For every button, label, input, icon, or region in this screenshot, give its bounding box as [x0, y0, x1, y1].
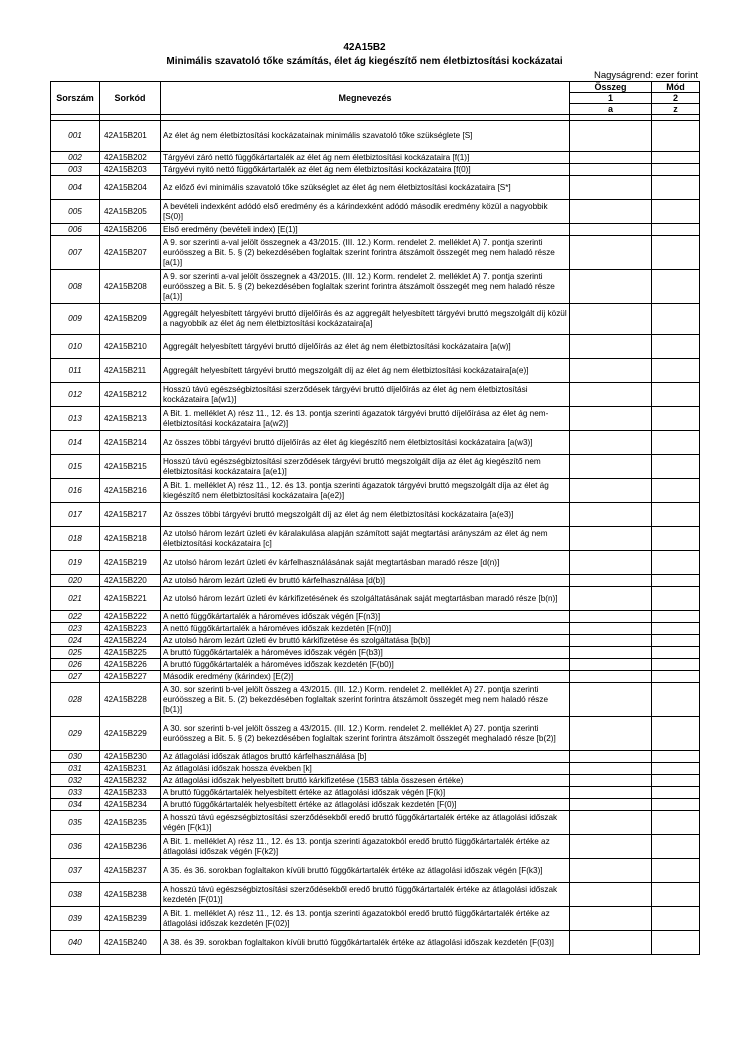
row-number: 010: [51, 335, 100, 359]
row-mode-cell[interactable]: [652, 751, 700, 763]
row-description: Az utolsó három lezárt üzleti év bruttó kárfelhasználása [d(b)]: [161, 575, 570, 587]
row-amount-cell[interactable]: [570, 683, 652, 717]
row-description: Aggregált helyesbített tárgyévi bruttó díjelőírás és az aggregált helyesbített tárgyévi bruttó megszolgált díj közül a nagyobbik az élet ág nem életbiztosítási kockázataira[a]: [161, 304, 570, 335]
row-amount-cell[interactable]: [570, 623, 652, 635]
row-amount-cell[interactable]: [570, 931, 652, 955]
row-number: 020: [51, 575, 100, 587]
row-mode-cell[interactable]: [652, 270, 700, 304]
row-amount-cell[interactable]: [570, 835, 652, 859]
row-code: 42A15B202: [100, 152, 161, 164]
row-description: Az előző évi minimális szavatoló tőke szükséglet az élet ág nem életbiztosítási kockázataira [S*]: [161, 176, 570, 200]
row-description: Az élet ág nem életbiztosítási kockázatainak minimális szavatoló tőke szükséglete [S]: [161, 121, 570, 152]
row-code: 42A15B210: [100, 335, 161, 359]
row-amount-cell[interactable]: [570, 587, 652, 611]
table-row: [51, 270, 700, 304]
row-code: 42A15B240: [100, 931, 161, 955]
row-mode-cell[interactable]: [652, 775, 700, 787]
row-description: A Bit. 1. melléklet A) rész 11., 12. és 13. pontja szerinti ágazatok tárgyévi bruttó megszolgált díja az élet ág kiegészítő nem életbiztosítási kockázataira [a(e2)]: [161, 479, 570, 503]
row-code: 42A15B235: [100, 811, 161, 835]
row-code: 42A15B233: [100, 787, 161, 799]
row-description: A 35. és 36. sorokban foglaltakon kívüli bruttó függőkártartalék értéke az átlagolási időszak végén [F(k3)]: [161, 859, 570, 883]
row-amount-cell[interactable]: [570, 121, 652, 152]
col-header-osszeg: Összeg: [570, 82, 652, 93]
row-code: 42A15B222: [100, 611, 161, 623]
row-mode-cell[interactable]: [652, 907, 700, 931]
col-letter-osszeg: a: [570, 104, 652, 115]
row-description: Aggregált helyesbített tárgyévi bruttó díjelőírás az élet ág nem életbiztosítási kockázataira [a(w)]: [161, 335, 570, 359]
row-number: 017: [51, 503, 100, 527]
row-number: 018: [51, 527, 100, 551]
row-number: 039: [51, 907, 100, 931]
table-row: [51, 236, 700, 270]
row-description: Az utolsó három lezárt üzleti év kárfelhasználásának saját megtartásban maradó része [d(n)]: [161, 551, 570, 575]
col-header-mod: Mód: [652, 82, 700, 93]
table-row: [51, 431, 700, 455]
row-description: Második eredmény (kárindex) [E(2)]: [161, 671, 570, 683]
row-amount-cell[interactable]: [570, 270, 652, 304]
row-number: 026: [51, 659, 100, 671]
row-number: 016: [51, 479, 100, 503]
table-row: [51, 647, 700, 659]
row-code: 42A15B204: [100, 176, 161, 200]
table-row: [51, 200, 700, 224]
row-code: 42A15B224: [100, 635, 161, 647]
row-amount-cell[interactable]: [570, 751, 652, 763]
row-number: 014: [51, 431, 100, 455]
row-code: 42A15B239: [100, 907, 161, 931]
row-code: 42A15B201: [100, 121, 161, 152]
row-description: A 30. sor szerinti b-vel jelölt összeg a 43/2015. (III. 12.) Korm. rendelet 2. melléklet A) 27. pontja szerinti euróösszeg a Bit. 5. (2) bekezdésében foglaltak szerint forintra átszámolt összegét meg nem haladó része [b(1)]: [161, 683, 570, 717]
row-number: 022: [51, 611, 100, 623]
row-description: Az utolsó három lezárt üzleti év bruttó kárkifizetése és szolgáltatása [b(b)]: [161, 635, 570, 647]
row-mode-cell[interactable]: [652, 176, 700, 200]
row-description: Az utolsó három lezárt üzleti év kárkifizetésének és szolgáltatásának saját megtartásban maradó része [b(n)]: [161, 587, 570, 611]
row-mode-cell[interactable]: [652, 683, 700, 717]
row-number: 028: [51, 683, 100, 717]
row-mode-cell[interactable]: [652, 503, 700, 527]
row-description: Tárgyévi nyitó nettó függőkártartalék az élet ág nem életbiztosítási kockázataira [f(0)]: [161, 164, 570, 176]
row-amount-cell[interactable]: [570, 811, 652, 835]
row-description: A hosszú távú egészségbiztosítási szerződésekből eredő bruttó függőkártartalék értéke az átlagolási időszak kezdetén [F(01)]: [161, 883, 570, 907]
row-mode-cell[interactable]: [652, 152, 700, 164]
row-mode-cell[interactable]: [652, 671, 700, 683]
row-mode-cell[interactable]: [652, 335, 700, 359]
row-amount-cell[interactable]: [570, 383, 652, 407]
row-number: 001: [51, 121, 100, 152]
row-code: 42A15B232: [100, 775, 161, 787]
row-mode-cell[interactable]: [652, 787, 700, 799]
row-code: 42A15B211: [100, 359, 161, 383]
row-amount-cell[interactable]: [570, 176, 652, 200]
table-row: [51, 787, 700, 799]
row-amount-cell[interactable]: [570, 479, 652, 503]
row-mode-cell[interactable]: [652, 236, 700, 270]
row-mode-cell[interactable]: [652, 587, 700, 611]
table-row: [51, 383, 700, 407]
row-description: Hosszú távú egészségbiztosítási szerződések tárgyévi bruttó megszolgált díja az élet ág kiegészítő nem életbiztosítási kockázataira [a(e1)]: [161, 455, 570, 479]
row-description: A 38. és 39. sorokban foglaltakon kívüli bruttó függőkártartalék értéke az átlagolási időszak kezdetén [F(03)]: [161, 931, 570, 955]
row-code: 42A15B238: [100, 883, 161, 907]
table-row: [51, 587, 700, 611]
row-number: 013: [51, 407, 100, 431]
row-description: A 9. sor szerinti a-val jelölt összegnek a 43/2015. (III. 12.) Korm. rendelet 2. melléklet A) 7. pontja szerinti euróösszeg a Bit. 5. § (2) bekezdésében foglaltak szerint forintra átszámolt összegét meg nem haladó része [a(1)]: [161, 270, 570, 304]
table-row: [51, 907, 700, 931]
table-row: [51, 811, 700, 835]
row-number: 031: [51, 763, 100, 775]
row-mode-cell[interactable]: [652, 121, 700, 152]
row-mode-cell[interactable]: [652, 859, 700, 883]
row-description: Hosszú távú egészségbiztosítási szerződések tárgyévi bruttó díjelőírás az élet ág nem életbiztosítási kockázataira [a(w1)]: [161, 383, 570, 407]
row-code: 42A15B231: [100, 763, 161, 775]
row-amount-cell[interactable]: [570, 431, 652, 455]
row-description: A bruttó függőkártartalék helyesbített értéke az átlagolási időszak kezdetén [F(0)]: [161, 799, 570, 811]
table-row: [51, 659, 700, 671]
row-amount-cell[interactable]: [570, 799, 652, 811]
row-code: 42A15B234: [100, 799, 161, 811]
row-number: 004: [51, 176, 100, 200]
row-mode-cell[interactable]: [652, 883, 700, 907]
row-mode-cell[interactable]: [652, 551, 700, 575]
row-number: 032: [51, 775, 100, 787]
row-description: A 30. sor szerinti b-vel jelölt összeg a 43/2015. (III. 12.) Korm. rendelet 2. melléklet A) 27. pontja szerinti euróösszeg a Bit. 5. § (2) bekezdésében foglaltak szerint forintra átszámolt összegét meghaladó része [b(2)]: [161, 717, 570, 751]
row-code: 42A15B228: [100, 683, 161, 717]
row-mode-cell[interactable]: [652, 407, 700, 431]
row-number: 040: [51, 931, 100, 955]
row-description: Az összes többi tárgyévi bruttó megszolgált díj az élet ág nem életbiztosítási kockázataira [a(e3)]: [161, 503, 570, 527]
row-number: 002: [51, 152, 100, 164]
row-code: 42A15B226: [100, 659, 161, 671]
table-row: [51, 635, 700, 647]
table-row: [51, 455, 700, 479]
row-mode-cell[interactable]: [652, 527, 700, 551]
table-code: 42A15B2: [343, 42, 386, 53]
row-description: A Bit. 1. melléklet A) rész 11., 12. és 13. pontja szerinti ágazatok tárgyévi bruttó díjelőírása az élet ág nem-életbiztosítási kockázataira [a(w2)]: [161, 407, 570, 431]
table-row: [51, 751, 700, 763]
row-mode-cell[interactable]: [652, 164, 700, 176]
row-code: 42A15B230: [100, 751, 161, 763]
row-number: 034: [51, 799, 100, 811]
row-code: 42A15B236: [100, 835, 161, 859]
row-mode-cell[interactable]: [652, 811, 700, 835]
row-amount-cell[interactable]: [570, 335, 652, 359]
row-code: 42A15B229: [100, 717, 161, 751]
row-number: 029: [51, 717, 100, 751]
row-mode-cell[interactable]: [652, 479, 700, 503]
row-number: 009: [51, 304, 100, 335]
row-code: 42A15B216: [100, 479, 161, 503]
row-amount-cell[interactable]: [570, 763, 652, 775]
row-code: 42A15B219: [100, 551, 161, 575]
row-description: A bruttó függőkártartalék a hároméves időszak végén [F(b3)]: [161, 647, 570, 659]
row-mode-cell[interactable]: [652, 359, 700, 383]
row-code: 42A15B217: [100, 503, 161, 527]
row-amount-cell[interactable]: [570, 611, 652, 623]
row-mode-cell[interactable]: [652, 224, 700, 236]
row-amount-cell[interactable]: [570, 224, 652, 236]
row-amount-cell[interactable]: [570, 527, 652, 551]
row-amount-cell[interactable]: [570, 859, 652, 883]
row-mode-cell[interactable]: [652, 200, 700, 224]
table-row: [51, 883, 700, 907]
row-mode-cell[interactable]: [652, 931, 700, 955]
row-number: 006: [51, 224, 100, 236]
col-header-megnevezes: Megnevezés: [161, 82, 570, 115]
row-code: 42A15B223: [100, 623, 161, 635]
row-number: 011: [51, 359, 100, 383]
row-amount-cell[interactable]: [570, 883, 652, 907]
row-description: A Bit. 1. melléklet A) rész 11., 12. és 13. pontja szerinti ágazatokból eredő bruttó függőkártartalék értéke az átlagolási időszak kezdetén [F(02)]: [161, 907, 570, 931]
row-description: A bevételi indexként adódó első eredmény és a kárindexként adódó második eredmény közül a nagyobbik [S(0)]: [161, 200, 570, 224]
row-description: Tárgyévi záró nettó függőkártartalék az élet ág nem életbiztosítási kockázataira [f(1)]: [161, 152, 570, 164]
row-code: 42A15B213: [100, 407, 161, 431]
row-description: Az utolsó három lezárt üzleti év káralakulása alapján számított saját megtartási arányszám az élet ág nem életbiztosítási kockázataira [c]: [161, 527, 570, 551]
row-number: 008: [51, 270, 100, 304]
row-description: Az átlagolási időszak átlagos bruttó kárfelhasználása [b]: [161, 751, 570, 763]
row-amount-cell[interactable]: [570, 407, 652, 431]
row-code: 42A15B205: [100, 200, 161, 224]
table-row: [51, 623, 700, 635]
col-number-mod: 2: [652, 93, 700, 104]
row-amount-cell[interactable]: [570, 152, 652, 164]
row-number: 005: [51, 200, 100, 224]
table-row: [51, 763, 700, 775]
row-number: 003: [51, 164, 100, 176]
row-number: 012: [51, 383, 100, 407]
row-mode-cell[interactable]: [652, 383, 700, 407]
row-description: Aggregált helyesbített tárgyévi bruttó megszolgált díj az élet ág nem életbiztosítási kockázataira[a(e)]: [161, 359, 570, 383]
table-row: [51, 224, 700, 236]
table-row: [51, 121, 700, 152]
table-row: [51, 551, 700, 575]
table-row: [51, 479, 700, 503]
table-row: [51, 931, 700, 955]
col-number-osszeg: 1: [570, 93, 652, 104]
col-header-sorkod: Sorkód: [100, 82, 161, 115]
col-letter-mod: z: [652, 104, 700, 115]
row-amount-cell[interactable]: [570, 717, 652, 751]
row-code: 42A15B206: [100, 224, 161, 236]
table-row: [51, 671, 700, 683]
row-code: 42A15B221: [100, 587, 161, 611]
row-code: 42A15B208: [100, 270, 161, 304]
row-description: A 9. sor szerinti a-val jelölt összegnek a 43/2015. (III. 12.) Korm. rendelet 2. melléklet A) 7. pontja szerinti euróösszeg a Bit. 5. § (2) bekezdésében foglaltak szerint forintra átszámolt összegét meg nem haladó része [a(1)]: [161, 236, 570, 270]
row-mode-cell[interactable]: [652, 763, 700, 775]
row-description: A nettó függőkártartalék a hároméves időszak kezdetén [F(n0)]: [161, 623, 570, 635]
row-number: 024: [51, 635, 100, 647]
table-row: [51, 717, 700, 751]
row-amount-cell[interactable]: [570, 359, 652, 383]
table-row: [51, 304, 700, 335]
row-number: 035: [51, 811, 100, 835]
row-amount-cell[interactable]: [570, 659, 652, 671]
row-number: 033: [51, 787, 100, 799]
row-description: Az átlagolási időszak helyesbített bruttó kárkifizetése (15B3 tábla összesen értéke): [161, 775, 570, 787]
row-mode-cell[interactable]: [652, 635, 700, 647]
row-description: Az összes többi tárgyévi bruttó díjelőírás az élet ág kiegészítő nem életbiztosítási kockázataira [a(w3)]: [161, 431, 570, 455]
row-amount-cell[interactable]: [570, 671, 652, 683]
row-description: A Bit. 1. melléklet A) rész 11., 12. és 13. pontja szerinti ágazatokból eredő bruttó függőkártartalék értéke az átlagolási időszak végén [F(k2)]: [161, 835, 570, 859]
row-mode-cell[interactable]: [652, 659, 700, 671]
col-header-sorszam: Sorszám: [51, 82, 100, 115]
row-code: 42A15B209: [100, 304, 161, 335]
row-mode-cell[interactable]: [652, 575, 700, 587]
row-number: 037: [51, 859, 100, 883]
row-code: 42A15B227: [100, 671, 161, 683]
row-number: 027: [51, 671, 100, 683]
row-code: 42A15B207: [100, 236, 161, 270]
row-number: 038: [51, 883, 100, 907]
table-row: [51, 835, 700, 859]
table-body: [51, 121, 700, 955]
row-mode-cell[interactable]: [652, 304, 700, 335]
row-number: 030: [51, 751, 100, 763]
table-row: [51, 359, 700, 383]
row-amount-cell[interactable]: [570, 551, 652, 575]
row-description: A nettó függőkártartalék a hároméves időszak végén [F(n3)]: [161, 611, 570, 623]
row-code: 42A15B203: [100, 164, 161, 176]
row-description: Első eredmény (bevételi index) [E(1)]: [161, 224, 570, 236]
table-row: [51, 575, 700, 587]
row-amount-cell[interactable]: [570, 503, 652, 527]
table-row: [51, 176, 700, 200]
row-description: A bruttó függőkártartalék a hároméves időszak kezdetén [F(b0)]: [161, 659, 570, 671]
row-code: 42A15B212: [100, 383, 161, 407]
row-number: 019: [51, 551, 100, 575]
row-amount-cell[interactable]: [570, 907, 652, 931]
row-code: 42A15B218: [100, 527, 161, 551]
table-row: [51, 611, 700, 623]
row-number: 015: [51, 455, 100, 479]
row-code: 42A15B214: [100, 431, 161, 455]
row-code: 42A15B225: [100, 647, 161, 659]
row-amount-cell[interactable]: [570, 200, 652, 224]
row-description: A bruttó függőkártartalék helyesbített értéke az átlagolási időszak végén [F(k)]: [161, 787, 570, 799]
row-number: 036: [51, 835, 100, 859]
table-row: [51, 775, 700, 787]
row-amount-cell[interactable]: [570, 635, 652, 647]
row-description: Az átlagolási időszak hossza években [k]: [161, 763, 570, 775]
row-description: A hosszú távú egészségbiztosítási szerződésekből eredő bruttó függőkártartalék értéke az átlagolási időszak végén [F(k1)]: [161, 811, 570, 835]
unit-label: Nagyságrend: ezer forint: [593, 70, 698, 81]
row-mode-cell[interactable]: [652, 647, 700, 659]
row-amount-cell[interactable]: [570, 647, 652, 659]
row-mode-cell[interactable]: [652, 611, 700, 623]
table-row: [51, 152, 700, 164]
row-mode-cell[interactable]: [652, 455, 700, 479]
table-row: [51, 164, 700, 176]
row-mode-cell[interactable]: [652, 623, 700, 635]
table-row: [51, 799, 700, 811]
row-code: 42A15B237: [100, 859, 161, 883]
row-mode-cell[interactable]: [652, 431, 700, 455]
row-mode-cell[interactable]: [652, 717, 700, 751]
data-table: [50, 81, 700, 955]
row-mode-cell[interactable]: [652, 835, 700, 859]
table-row: [51, 859, 700, 883]
table-title: Minimális szavatoló tőke számítás, élet ág kiegészítő nem életbiztosítási kockázatai: [166, 56, 563, 67]
table-row: [51, 527, 700, 551]
table-row: [51, 335, 700, 359]
table-row: [51, 683, 700, 717]
table-row: [51, 407, 700, 431]
row-amount-cell[interactable]: [570, 575, 652, 587]
row-amount-cell[interactable]: [570, 236, 652, 270]
row-code: 42A15B215: [100, 455, 161, 479]
row-amount-cell[interactable]: [570, 164, 652, 176]
row-mode-cell[interactable]: [652, 799, 700, 811]
row-amount-cell[interactable]: [570, 787, 652, 799]
row-amount-cell[interactable]: [570, 775, 652, 787]
row-number: 007: [51, 236, 100, 270]
row-number: 025: [51, 647, 100, 659]
row-code: 42A15B220: [100, 575, 161, 587]
row-amount-cell[interactable]: [570, 455, 652, 479]
table-row: [51, 503, 700, 527]
row-number: 023: [51, 623, 100, 635]
row-amount-cell[interactable]: [570, 304, 652, 335]
row-number: 021: [51, 587, 100, 611]
